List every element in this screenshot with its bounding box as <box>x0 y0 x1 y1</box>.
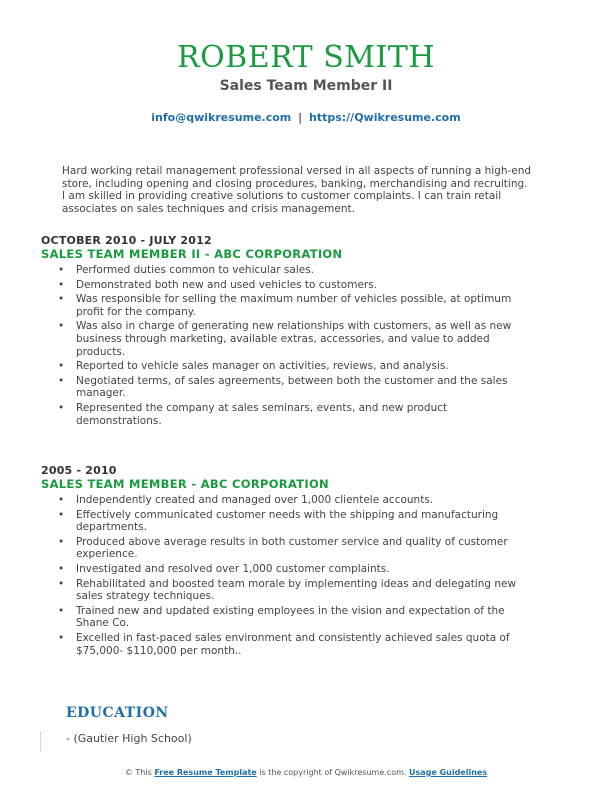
job-title: SALES TEAM MEMBER - ABC CORPORATION <box>41 477 329 491</box>
candidate-title: Sales Team Member II <box>219 78 393 94</box>
list-item: • Negotiated terms, of sales agreements, between both the customer and the sales manager. <box>58 375 533 400</box>
list-item: • Independently created and managed over 1,000 clientele accounts. <box>58 494 533 507</box>
list-item: • Effectively communicated customer needs with the shipping and manufacturing departments. <box>58 509 533 534</box>
list-item: • Was also in charge of generating new relationships with customers, as well as new business through marketing, available extras, accessories, and value to added products. <box>58 320 533 358</box>
website-link[interactable]: https://Qwikresume.com <box>308 111 461 124</box>
job-dates: OCTOBER 2010 - JULY 2012 <box>41 234 212 247</box>
list-item: • Was responsible for selling the maximum number of vehicles possible, at optimum profit for the company. <box>58 293 533 318</box>
email-link[interactable]: info@qwikresume.com <box>151 111 292 124</box>
education-heading: EDUCATION <box>66 705 169 721</box>
education-entry: - (Gautier High School) <box>66 732 192 745</box>
list-item: • Investigated and resolved over 1,000 customer complaints. <box>58 563 533 576</box>
free-resume-template-link[interactable]: Free Resume Template <box>154 768 257 777</box>
list-item: • Performed duties common to vehicular sales. <box>58 264 533 277</box>
education-divider <box>40 732 41 752</box>
list-item: • Reported to vehicle sales manager on activities, reviews, and analysis. <box>58 360 533 373</box>
list-item: • Demonstrated both new and used vehicles to customers. <box>58 279 533 292</box>
list-item: • Excelled in fast-paced sales environment and consistently achieved sales quota of $75,000- $110,000 per month.. <box>58 632 533 657</box>
footer-prefix: © This <box>124 768 152 777</box>
contact-line <box>0 111 612 124</box>
footer-copyright: is the copyright of Qwikresume.com. <box>259 768 407 777</box>
candidate-name: ROBERT SMITH <box>176 40 436 75</box>
list-item: • Trained new and updated existing employees in the vision and expectation of the Shane Co. <box>58 605 533 630</box>
contact-separator: | <box>298 111 303 124</box>
job-bullets <box>58 494 533 659</box>
list-item: • Represented the company at sales seminars, events, and new product demonstrations. <box>58 402 533 427</box>
job-title: SALES TEAM MEMBER II - ABC CORPORATION <box>41 247 343 261</box>
job-dates: 2005 - 2010 <box>41 464 117 477</box>
job-bullets <box>58 264 533 429</box>
summary-paragraph: Hard working retail management professional versed in all aspects of running a high-end store, including opening and closing procedures, banking, merchandising and recruiting. I am skilled in providing creative solutions to customer complaints. I can train retail associates on sales techniques and crisis management. <box>62 165 532 215</box>
list-item: • Rehabilitated and boosted team morale by implementing ideas and delegating new sales strategy techniques. <box>58 578 533 603</box>
footer <box>0 768 612 777</box>
list-item: • Produced above average results in both customer service and quality of customer experience. <box>58 536 533 561</box>
usage-guidelines-link[interactable]: Usage Guidelines <box>408 768 488 777</box>
